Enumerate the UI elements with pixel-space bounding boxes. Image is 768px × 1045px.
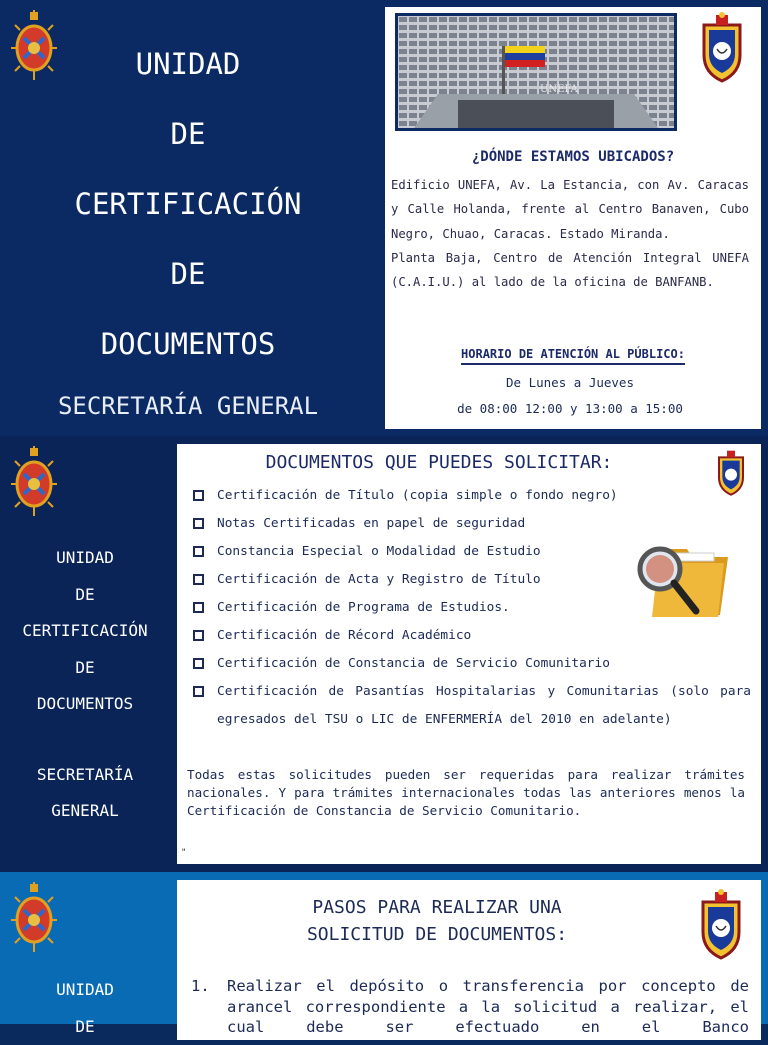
documents-panel <box>0 436 768 872</box>
title-line-4: DE <box>0 650 170 687</box>
university-crest-icon <box>10 444 58 518</box>
list-item-text: Certificación de Título (copia simple o fondo negro) <box>217 488 618 503</box>
checkbox-icon <box>193 546 204 557</box>
address-paragraph-2: Planta Baja, Centro de Atención Integral UNEFA (C.A.I.U.) al lado de la oficina de BANFANB. <box>391 246 749 295</box>
step-item <box>191 976 749 1038</box>
location-panel <box>0 0 768 436</box>
hours-time: de 08:00 12:00 y 13:00 a 15:00 <box>385 401 755 416</box>
hours-days: De Lunes a Jueves <box>385 375 755 390</box>
footer-mark: " <box>181 848 186 858</box>
list-item-text: Certificación de Pasantías Hospitalarias y Comunitarias (solo para egresados del TSU o LIC de ENFERMERÍA del 2010 en adelante) <box>217 684 751 727</box>
building-photo <box>395 13 677 131</box>
title-line-5: DOCUMENTOS <box>0 686 170 723</box>
documents-heading: DOCUMENTOS QUE PUEDES SOLICITAR: <box>177 452 761 473</box>
subtitle-line-2: GENERAL <box>0 793 170 830</box>
title-line-2: DE <box>0 110 376 180</box>
title-line-2: DE <box>0 1009 170 1045</box>
checkbox-icon <box>193 602 204 613</box>
list-item-text: Certificación de Acta y Registro de Título <box>217 572 541 587</box>
steps-panel <box>0 872 768 1024</box>
checkbox-icon <box>193 490 204 501</box>
steps-card <box>177 880 761 1040</box>
checkbox-icon <box>193 518 204 529</box>
title-line-5: DOCUMENTOS <box>0 320 376 390</box>
list-item <box>191 510 751 538</box>
subtitle-line-1: SECRETARÍA <box>0 757 170 794</box>
hours-heading <box>385 347 761 361</box>
title-line-4: DE <box>0 250 376 320</box>
hours-heading-text: HORARIO DE ATENCIÓN AL PÚBLICO: <box>461 347 685 365</box>
secretaria-subtitle: SECRETARÍA GENERAL <box>0 388 376 424</box>
title-line-1: UNIDAD <box>0 40 376 110</box>
checkbox-icon <box>193 686 204 697</box>
unit-title <box>0 540 170 830</box>
documents-note: Todas estas solicitudes pueden ser requeridas para realizar trámites nacionales. Y para trámites internacionales todas las anteriores menos la Certificación de Constancia de Servicio Comunitario. <box>187 766 745 821</box>
title-line-3: CERTIFICACIÓN <box>0 180 376 250</box>
address-text <box>391 173 749 294</box>
title-line-1: UNIDAD <box>0 972 170 1009</box>
steps-heading-line-2: SOLICITUD DE DOCUMENTOS: <box>247 921 627 948</box>
steps-heading <box>247 894 627 948</box>
list-item-text: Notas Certificadas en papel de seguridad <box>217 516 525 531</box>
list-item-text: Certificación de Récord Académico <box>217 628 471 643</box>
documents-card <box>177 444 761 864</box>
title-line-2: DE <box>0 577 170 614</box>
location-card <box>385 7 761 429</box>
title-line-3: CERTIFICACIÓN <box>0 613 170 650</box>
step-text: Realizar el depósito o transferencia por concepto de arancel correspondiente a la solicitud a realizar, el cual debe ser efectuado en el Banco <box>191 976 749 1038</box>
checkbox-icon <box>193 630 204 641</box>
list-item-text: Constancia Especial o Modalidad de Estudio <box>217 544 541 559</box>
title-line-1: UNIDAD <box>0 540 170 577</box>
unit-title <box>0 40 376 424</box>
list-item-text: Certificación de Constancia de Servicio Comunitario <box>217 656 610 671</box>
location-heading: ¿DÓNDE ESTAMOS UBICADOS? <box>385 149 761 165</box>
list-item-text: Certificación de Programa de Estudios. <box>217 600 510 615</box>
building-sign: UNEFA <box>540 84 579 95</box>
university-seal-icon <box>699 888 743 960</box>
list-item <box>191 650 751 678</box>
checkbox-icon <box>193 574 204 585</box>
list-item <box>191 678 751 734</box>
steps-heading-line-1: PASOS PARA REALIZAR UNA <box>247 894 627 921</box>
university-crest-icon <box>10 880 58 954</box>
list-item <box>191 482 751 510</box>
unit-title <box>0 972 170 1045</box>
address-paragraph-1: Edificio UNEFA, Av. La Estancia, con Av. Caracas y Calle Holanda, frente al Centro Banaven, Cubo Negro, Chuao, Caracas. Estado Miranda. <box>391 173 749 246</box>
checkbox-icon <box>193 658 204 669</box>
step-number: 1. <box>191 976 210 997</box>
university-seal-icon <box>700 11 744 83</box>
folder-magnifier-icon <box>632 539 732 629</box>
